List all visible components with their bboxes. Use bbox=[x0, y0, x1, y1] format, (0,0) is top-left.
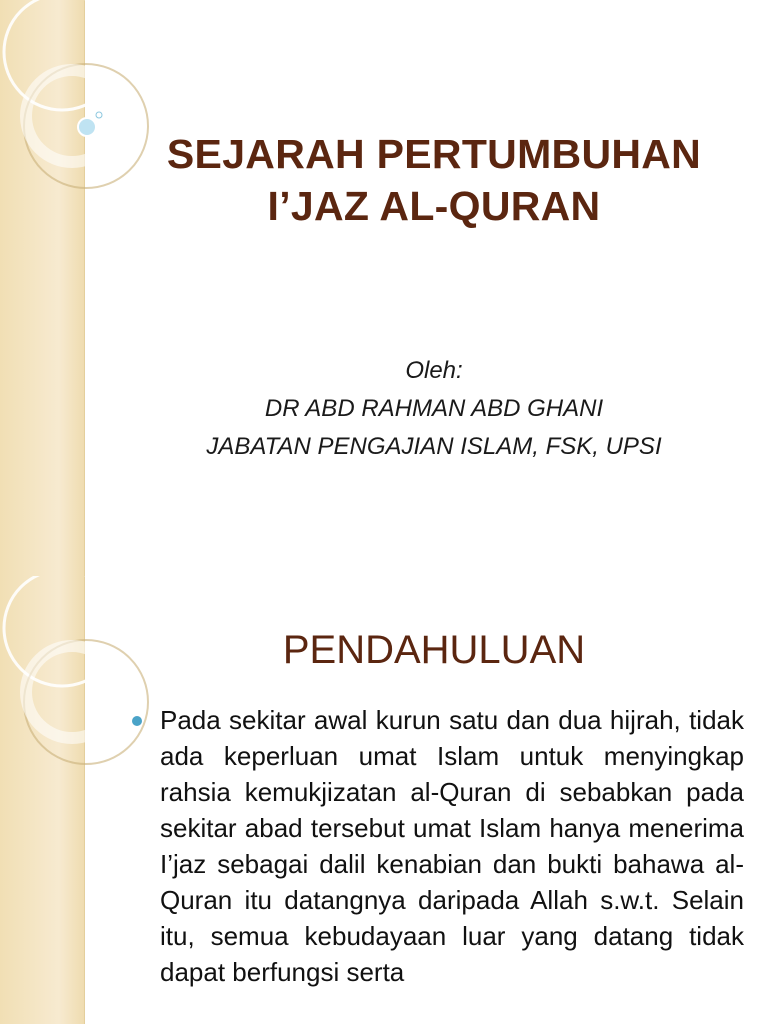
bullet-text-before: Pada sekitar awal kurun satu dan dua hijrah, tidak ada keperluan umat Islam untuk menyingkap rahsia kemukjizatan al-Quran di sebabkan pada sekitar abad tersebut umat Islam hanya menerima bbox=[160, 705, 744, 843]
slide-title bbox=[100, 128, 768, 232]
title-line-1: SEJARAH PERTUMBUHAN bbox=[166, 131, 702, 177]
byline-label: Oleh: bbox=[405, 357, 463, 384]
bullet-item bbox=[132, 702, 744, 990]
bullet-icon bbox=[132, 716, 142, 726]
bullet-text-after: sebagai dalil kenabian dan bukti bahawa al-Quran itu datangnya daripada Allah s.w.t. Selain itu, semua kebudayaan luar yang datang tidak dapat berfungsi serta bbox=[160, 849, 744, 987]
bullet-term: I’jaz bbox=[160, 849, 207, 879]
section-heading: PENDAHULUAN bbox=[282, 628, 586, 672]
author-name: DR ABD RAHMAN ABD GHANI bbox=[264, 395, 604, 422]
slide-subtitle bbox=[100, 352, 768, 466]
decorative-circles-icon bbox=[0, 576, 140, 836]
title-line-2: I’JAZ AL-QURAN bbox=[267, 183, 601, 229]
bullet-text bbox=[160, 702, 744, 990]
department-name: JABATAN PENGAJIAN ISLAM, FSK, UPSI bbox=[206, 433, 662, 460]
slide-2 bbox=[0, 576, 768, 1024]
